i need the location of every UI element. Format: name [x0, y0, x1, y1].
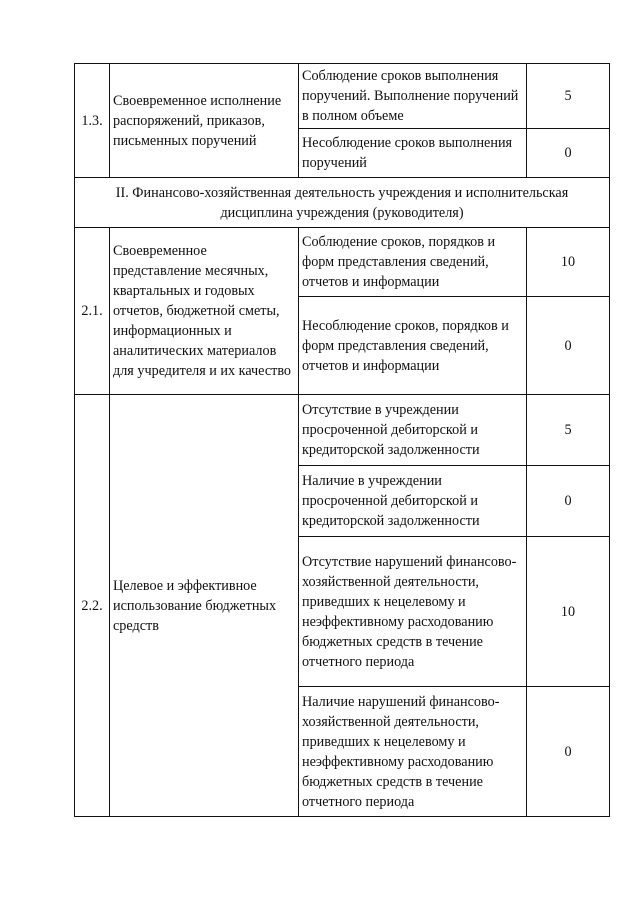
score-cell: 5 — [527, 395, 610, 466]
criterion-cell: Несоблюдение сроков, порядков и форм представления сведений, отчетов и информации — [299, 297, 527, 395]
criterion-cell: Отсутствие в учреждении просроченной дебиторской и кредиторской задолженности — [299, 395, 527, 466]
score-cell: 10 — [527, 537, 610, 687]
indicator-cell: Своевременное исполнение распоряжений, приказов, письменных поручений — [110, 64, 299, 178]
section-row — [75, 178, 610, 228]
score-cell: 5 — [527, 64, 610, 129]
section-heading: II. Финансово-хозяйственная деятельность учреждения и исполнительская дисциплина учреждения (руководителя) — [75, 178, 610, 228]
criteria-table — [74, 63, 610, 817]
score-cell: 0 — [527, 687, 610, 817]
score-cell: 0 — [527, 129, 610, 178]
table-row — [75, 395, 610, 466]
criterion-cell: Отсутствие нарушений финансово-хозяйственной деятельности, приведших к нецелевому и неэффективному расходованию бюджетных средств в течение отчетного периода — [299, 537, 527, 687]
table-row — [75, 64, 610, 129]
row-number: 2.1. — [75, 228, 110, 395]
score-cell: 10 — [527, 228, 610, 297]
criterion-cell: Наличие в учреждении просроченной дебиторской и кредиторской задолженности — [299, 466, 527, 537]
criterion-cell: Наличие нарушений финансово-хозяйственной деятельности, приведших к нецелевому и неэффективному расходованию бюджетных средств в течение отчетного периода — [299, 687, 527, 817]
criterion-cell: Соблюдение сроков выполнения поручений. Выполнение поручений в полном объеме — [299, 64, 527, 129]
row-number: 2.2. — [75, 395, 110, 817]
row-number: 1.3. — [75, 64, 110, 178]
criterion-cell: Соблюдение сроков, порядков и форм представления сведений, отчетов и информации — [299, 228, 527, 297]
score-cell: 0 — [527, 297, 610, 395]
criterion-cell: Несоблюдение сроков выполнения поручений — [299, 129, 527, 178]
table-row — [75, 228, 610, 297]
score-cell: 0 — [527, 466, 610, 537]
indicator-cell: Своевременное представление месячных, квартальных и годовых отчетов, бюджетной сметы, информационных и аналитических материалов для учредителя и их качество — [110, 228, 299, 395]
indicator-cell: Целевое и эффективное использование бюджетных средств — [110, 395, 299, 817]
